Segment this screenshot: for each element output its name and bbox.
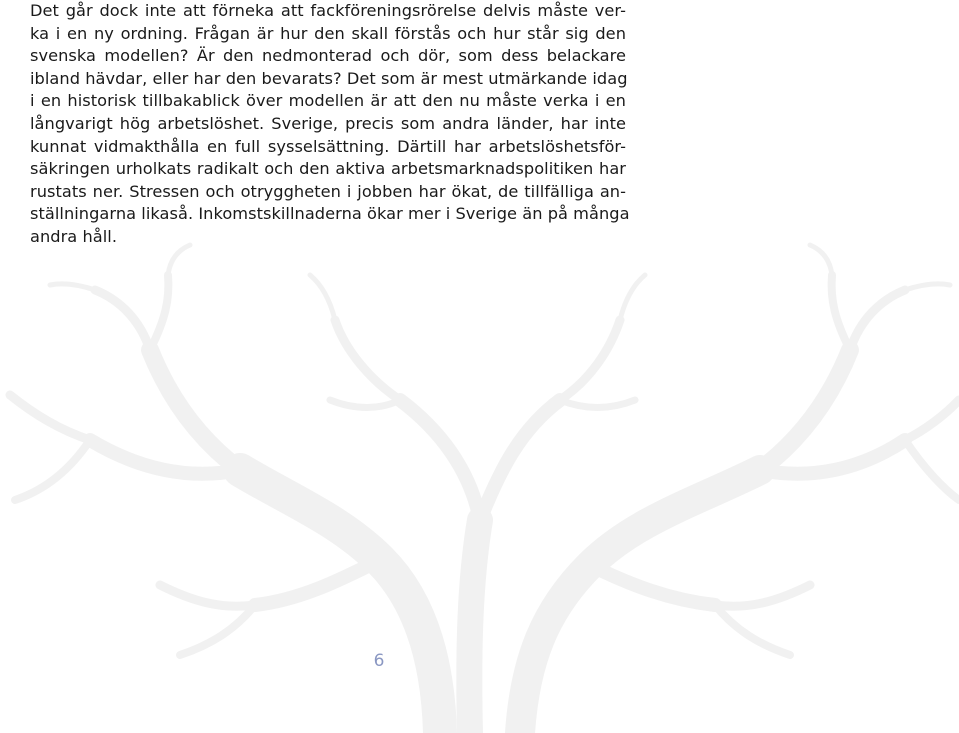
- text-line: i en historisk tillbakablick över modellen är att den nu måste verka i en: [30, 91, 626, 111]
- text-line: rustats ner. Stressen och otryggheten i jobben har ökat, de tillfälliga an-: [30, 181, 626, 201]
- text-line: svenska modellen? Är den nedmonterad och dör, som dess belackare: [30, 46, 626, 66]
- body-paragraph: [30, 0, 630, 249]
- text-line: ibland hävdar, eller har den bevarats? Det som är mest utmärkande idag: [30, 68, 628, 88]
- text-line: säkringen urholkats radikalt och den aktiva arbetsmarknadspolitiken har: [30, 159, 626, 179]
- text-line: långvarigt hög arbetslöshet. Sverige, precis som andra länder, har inte: [30, 113, 626, 133]
- page-number: 6: [373, 651, 385, 671]
- text-line: kunnat vidmakthålla en full sysselsättning. Därtill har arbetslöshetsför-: [30, 136, 626, 156]
- text-line: Det går dock inte att förneka att fackföreningsrörelse delvis måste ver-: [30, 1, 626, 20]
- text-line: ka i en ny ordning. Frågan är hur den skall förstås och hur står sig den: [30, 23, 626, 43]
- text-line-last: andra håll.: [30, 226, 118, 246]
- text-line: ställningarna likaså. Inkomstskillnaderna ökar mer i Sverige än på många: [30, 204, 630, 224]
